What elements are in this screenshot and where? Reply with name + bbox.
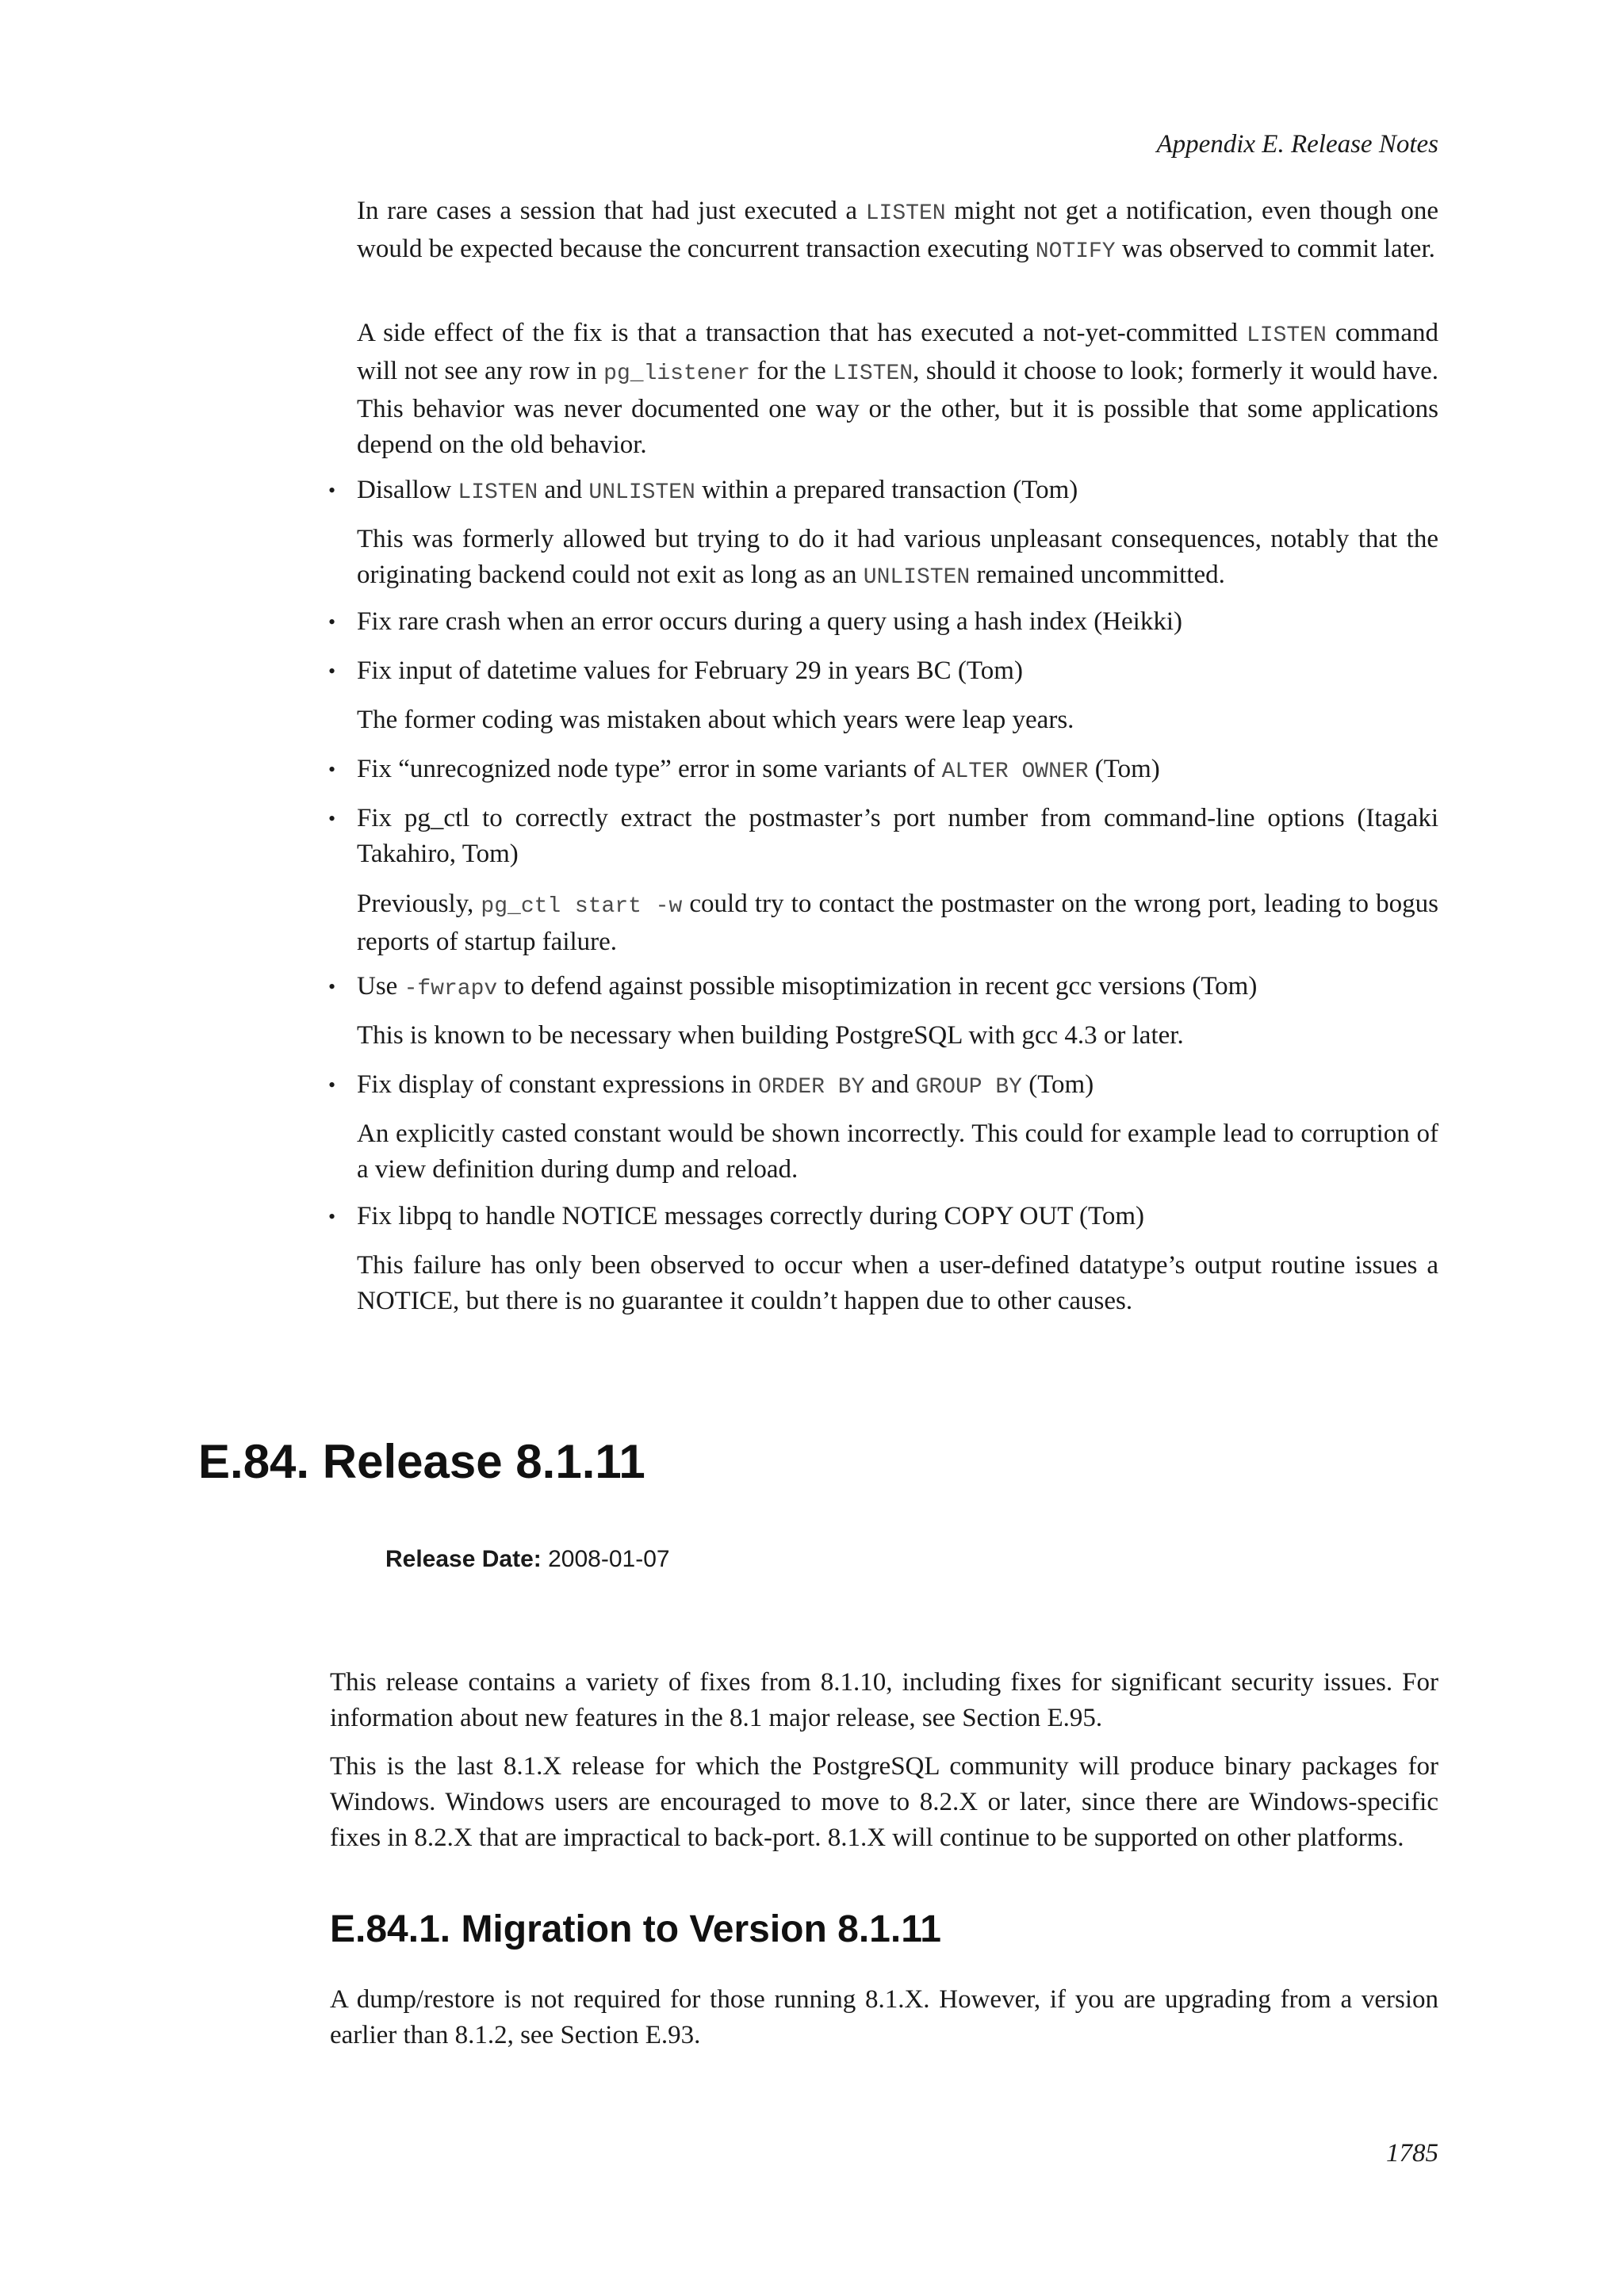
item-detail-paragraph: The former coding was mistaken about which years were leap years. bbox=[357, 706, 1074, 734]
list-item-text: Fix libpq to handle NOTICE messages correctly during COPY OUT (Tom) bbox=[357, 1202, 1145, 1230]
bullet-icon: • bbox=[328, 479, 336, 502]
code-literal: LISTEN bbox=[865, 201, 946, 226]
code-literal: UNLISTEN bbox=[588, 480, 695, 505]
section-heading: E.84. Release 8.1.11 bbox=[198, 1435, 645, 1488]
text-run: Fix display of constant expressions in bbox=[357, 1070, 758, 1099]
text-run: to defend against possible misoptimization in recent gcc versions (Tom) bbox=[497, 972, 1258, 1001]
code-literal: pg_listener bbox=[603, 362, 751, 386]
list-item bbox=[328, 1067, 1438, 1105]
subsection-paragraph: A dump/restore is not required for those running 8.1.X. However, if you are upgrading from a version earlier than 8.1.2, see Section E.93. bbox=[330, 1985, 1438, 2049]
release-date-value: 2008-01-07 bbox=[541, 1546, 670, 1572]
section-paragraph-1: This release contains a variety of fixes from 8.1.10, including fixes for significant security issues. For information about new features in the 8.1 major release, see Section E.95. bbox=[330, 1668, 1438, 1732]
list-item bbox=[328, 653, 1438, 689]
bullet-icon: • bbox=[328, 660, 336, 683]
code-literal: GROUP BY bbox=[915, 1075, 1022, 1100]
code-literal: LISTEN bbox=[1246, 323, 1327, 348]
list-item bbox=[328, 1199, 1438, 1234]
code-literal: LISTEN bbox=[833, 362, 914, 386]
text-run: was observed to commit later. bbox=[1115, 235, 1435, 263]
bullet-icon: • bbox=[328, 807, 336, 830]
text-run: A side effect of the fix is that a transaction that has executed a not-yet-committed bbox=[357, 319, 1247, 347]
list-item bbox=[328, 969, 1438, 1007]
list-item-text: Fix rare crash when an error occurs during a query using a hash index (Heikki) bbox=[357, 607, 1182, 636]
text-run: This was formerly allowed but trying to do it had various unpleasant consequences, notably that the originating backend could not exit as long as an bbox=[357, 525, 1438, 589]
list-item-text: Fix pg_ctl to correctly extract the postmaster’s port number from command-line options (Itagaki Takahiro, Tom) bbox=[357, 804, 1438, 868]
text-run: Fix “unrecognized node type” error in some variants of bbox=[357, 755, 942, 783]
list-item-text: Fix input of datetime values for February 29 in years BC (Tom) bbox=[357, 656, 1023, 685]
text-run: Use bbox=[357, 972, 404, 1001]
text-run: command will not see any row in bbox=[357, 319, 1438, 385]
code-literal: NOTIFY bbox=[1035, 239, 1116, 264]
list-item bbox=[328, 604, 1438, 640]
text-run: might not get a notification, even though one would be expected because the concurrent transaction executing bbox=[357, 197, 1438, 263]
text-run: within a prepared transaction (Tom) bbox=[695, 476, 1078, 504]
release-date bbox=[385, 1546, 670, 1573]
item-detail-paragraph: This is known to be necessary when building PostgreSQL with gcc 4.3 or later. bbox=[357, 1021, 1184, 1050]
code-literal: LISTEN bbox=[458, 480, 538, 505]
code-literal: -fwrapv bbox=[404, 977, 498, 1001]
item-detail-paragraph bbox=[357, 886, 1438, 960]
code-literal: pg_ctl start -w bbox=[481, 894, 683, 919]
text-run: (Tom) bbox=[1088, 755, 1160, 783]
bullet-icon: • bbox=[328, 758, 336, 781]
page-number: 1785 bbox=[1386, 2139, 1438, 2168]
code-literal: ALTER OWNER bbox=[941, 760, 1089, 784]
code-literal: ORDER BY bbox=[757, 1075, 865, 1100]
running-header: Appendix E. Release Notes bbox=[1156, 130, 1438, 159]
code-literal: UNLISTEN bbox=[863, 565, 971, 590]
list-item bbox=[328, 752, 1438, 790]
item-detail-paragraph: This failure has only been observed to occur when a user-defined datatype’s output routine issues a NOTICE, but there is no guarantee it couldn’t happen due to other causes. bbox=[357, 1251, 1438, 1315]
text-run: and bbox=[864, 1070, 916, 1099]
bullet-icon: • bbox=[328, 1073, 336, 1096]
text-run: In rare cases a session that had just executed a bbox=[357, 197, 866, 225]
bullet-icon: • bbox=[328, 1205, 336, 1228]
bullet-icon: • bbox=[328, 975, 336, 998]
text-run: and bbox=[538, 476, 589, 504]
list-item bbox=[328, 801, 1438, 872]
item-detail-paragraph: An explicitly casted constant would be shown incorrectly. This could for example lead to corruption of a view definition during dump and reload. bbox=[357, 1119, 1438, 1184]
text-run: for the bbox=[750, 357, 833, 385]
release-date-label: Release Date: bbox=[385, 1546, 542, 1572]
intro-paragraph-2 bbox=[357, 316, 1438, 463]
item-detail-paragraph bbox=[357, 522, 1438, 595]
list-item bbox=[328, 473, 1438, 511]
text-run: (Tom) bbox=[1021, 1070, 1094, 1099]
subsection-heading: E.84.1. Migration to Version 8.1.11 bbox=[330, 1908, 941, 1950]
section-paragraph-2: This is the last 8.1.X release for which the PostgreSQL community will produce binary packages for Windows. Windows users are encouraged to move to 8.2.X or later, since there are Windows-specific fixes in 8.2.X that are impractical to back-port. 8.1.X will continue to be supported on other platforms. bbox=[330, 1752, 1438, 1852]
intro-paragraph-1 bbox=[357, 193, 1438, 270]
text-run: , should it choose to look; formerly it would have. This behavior was never documented one way or the other, but it is possible that some applications depend on the old behavior. bbox=[357, 357, 1439, 459]
text-run: remained uncommitted. bbox=[970, 561, 1225, 589]
text-run: Previously, bbox=[357, 890, 481, 918]
text-run: Disallow bbox=[357, 476, 458, 504]
text-run: could try to contact the postmaster on the wrong port, leading to bogus reports of startup failure. bbox=[357, 890, 1438, 956]
bullet-icon: • bbox=[328, 610, 336, 633]
